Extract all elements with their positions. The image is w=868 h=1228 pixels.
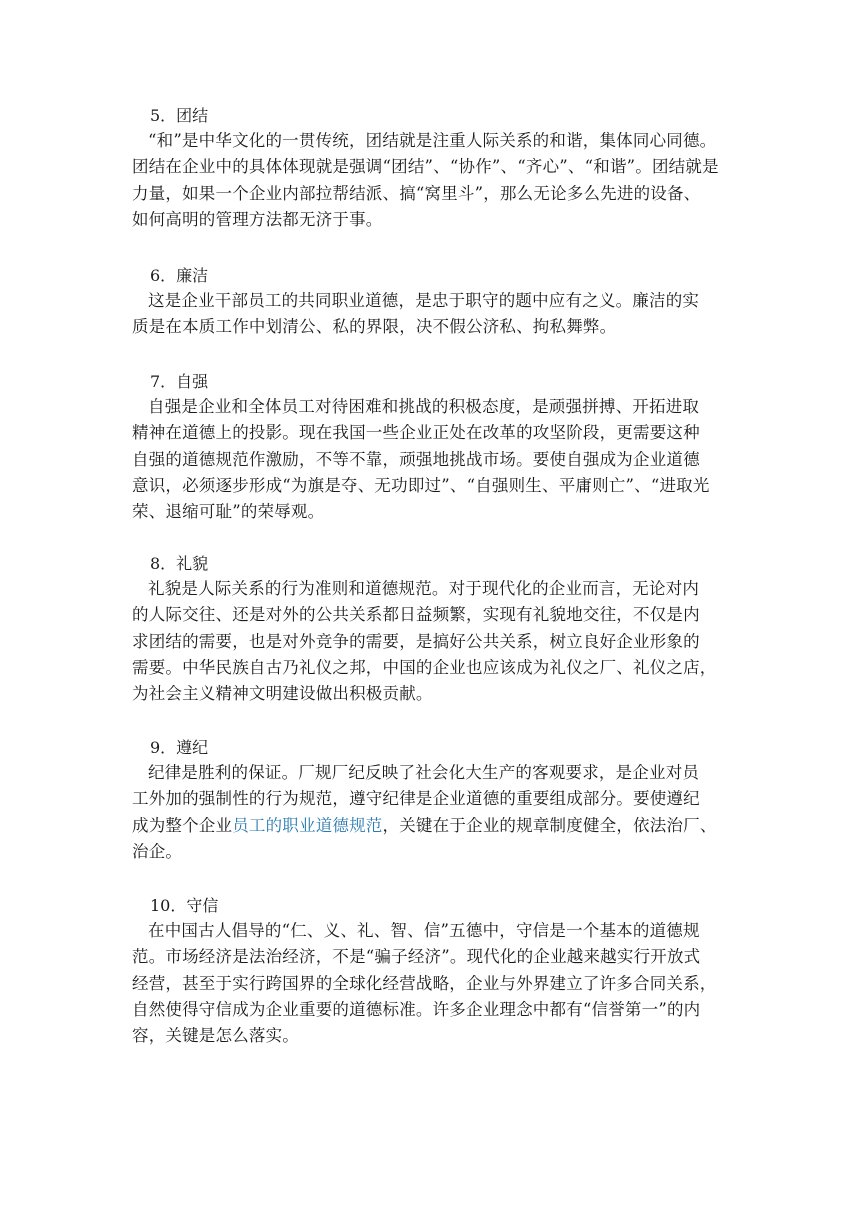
paragraph-line: 纪律是胜利的保证。厂规厂纪反映了社会化大生产的客观要求，是企业对员 (148, 763, 700, 782)
paragraph-line: 自然使得守信成为企业重要的道德标准。许多企业理念中都有“信誉第一”的内 (132, 999, 701, 1019)
paragraph-line: 力量，如果一个企业内部拉帮结派、搞“窝里斗”，那么无论多么先进的设备、 (132, 183, 701, 203)
paragraph-line: 自强的道德规范作激励，不等不靠，顽强地挑战市场。要使自强成为企业道德 (132, 449, 700, 469)
paragraph-line: 自强是企业和全体员工对待困难和挑战的积极态度，是顽强拼搏、开拓进取 (148, 397, 700, 416)
section-heading: 10．守信 (150, 896, 219, 915)
paragraph-line: 质是在本质工作中划清公、私的界限，决不假公济私、拘私舞弊。 (132, 317, 617, 337)
section-unity (132, 104, 752, 233)
paragraph-line: 为社会主义精神文明建设做出积极贡献。 (132, 684, 433, 704)
paragraph-line: 荣、退缩可耻”的荣辱观。 (132, 502, 325, 522)
section-courtesy (132, 552, 752, 707)
section-heading: 6．廉洁 (150, 266, 209, 285)
paragraph-text: ，关键在于企业的规章制度健全，依法治厂、 (382, 815, 717, 835)
paragraph-line: 经营，甚至于实行跨国界的全球化经营战略，企业与外界建立了许多合同关系， (132, 973, 717, 993)
paragraph-line: 治企。 (132, 841, 183, 861)
paragraph-line: 礼貌是人际关系的行为准则和道德规范。对于现代化的企业而言，无论对内 (148, 579, 700, 598)
paragraph-line (132, 813, 752, 839)
paragraph-line: 容，关键是怎么落实。 (132, 1026, 299, 1046)
section-heading: 9．遵纪 (150, 738, 209, 757)
paragraph-line: 这是企业干部员工的共同职业道德，是忠于职守的题中应有之义。廉洁的实 (148, 291, 700, 310)
paragraph-line: 如何高明的管理方法都无济于事。 (132, 209, 383, 229)
paragraph-line: 精神在道德上的投影。现在我国一些企业正处在改革的攻坚阶段，更需要这种 (132, 423, 700, 443)
paragraph-line: 的人际交往、还是对外的公共关系都日益频繁，实现有礼貌地交往，不仅是内 (132, 605, 700, 625)
paragraph-line: 在中国古人倡导的“仁、义、礼、智、信”五德中，守信是一个基本的道德规 (148, 921, 700, 940)
professional-ethics-link[interactable]: 员工的职业道德规范 (232, 815, 383, 835)
paragraph-line: 求团结的需要，也是对外竞争的需要，是搞好公共关系，树立良好企业形象的 (132, 631, 700, 651)
paragraph-line: “和”是中华文化的一贯传统，团结就是注重人际关系的和谐，集体同心同德。 (148, 131, 717, 150)
paragraph-line: 需要。中华民族自古乃礼仪之邦，中国的企业也应该成为礼仪之厂、礼仪之店， (132, 657, 717, 677)
section-trustworthiness (132, 894, 752, 1049)
paragraph-line: 工外加的强制性的行为规范，遵守纪律是企业道德的重要组成部分。要使遵纪 (132, 789, 700, 809)
section-discipline (132, 736, 752, 865)
section-integrity (132, 264, 752, 341)
paragraph-line: 意识，必须逐步形成“为旗是夺、无功即过”、“自强则生、平庸则亡”、“进取光 (132, 475, 710, 495)
section-heading: 8．礼貌 (150, 554, 209, 573)
section-heading: 5．团结 (150, 106, 209, 125)
paragraph-line: 范。市场经济是法治经济，不是“骗子经济”。现代化的企业越来越实行开放式 (132, 947, 701, 967)
paragraph-line: 团结在企业中的具体体现就是强调“团结”、“协作”、“齐心”、“和谐”。团结就是 (132, 157, 719, 177)
section-heading: 7．自强 (150, 372, 209, 391)
section-self-improvement (132, 370, 752, 525)
paragraph-text: 成为整个企业 (132, 815, 233, 835)
